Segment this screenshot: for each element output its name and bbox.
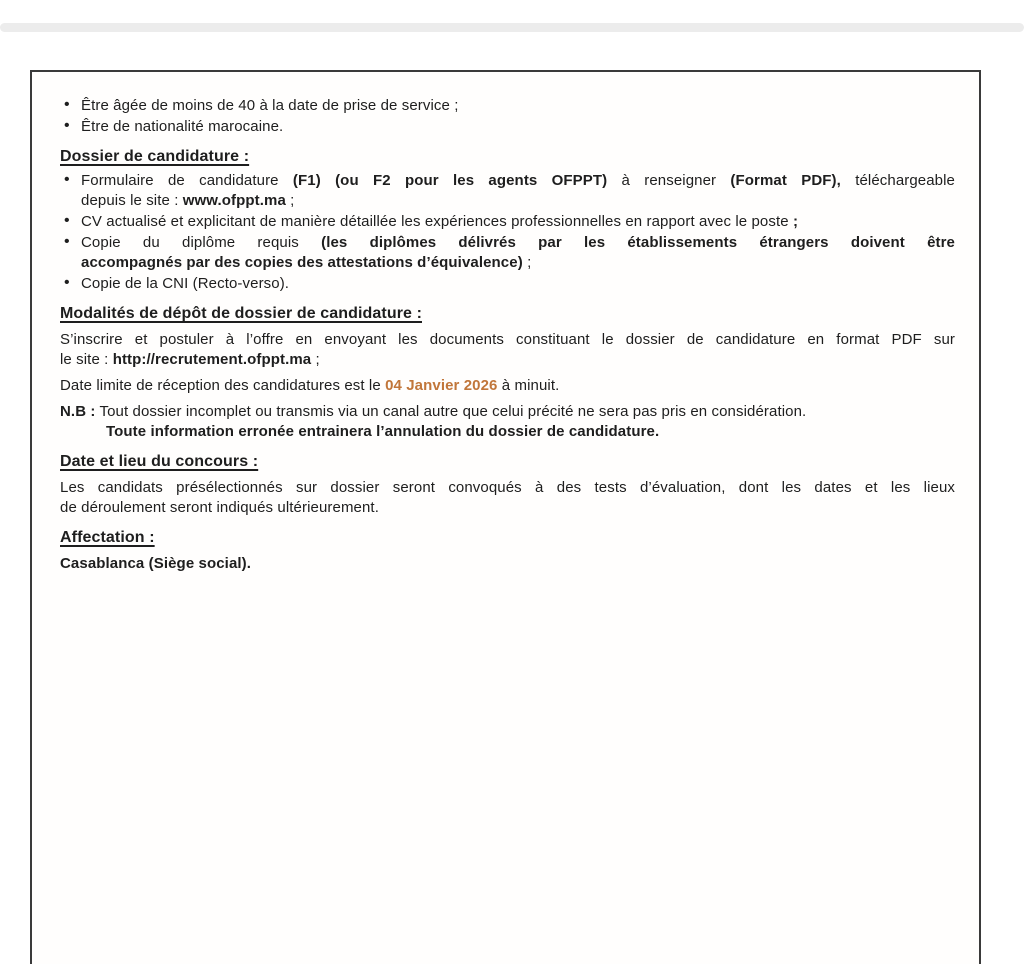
text-line [81, 233, 955, 253]
text-run: http://recrutement.ofppt.ma [112, 351, 312, 368]
text-run: téléchargeable [840, 172, 955, 189]
text-run: Être de nationalité marocaine. [81, 118, 284, 135]
text-run: Copie de la CNI (Recto-verso). [81, 275, 290, 292]
text-run: depuis le site : [81, 192, 183, 209]
text-run: Être âgée de moins de 40 à la date de prise de service ; [81, 97, 459, 114]
page-top-separator [0, 23, 1024, 32]
text-line [60, 554, 955, 574]
text-run: ; [522, 254, 532, 271]
section-heading [60, 147, 955, 167]
deadline-paragraph [60, 376, 955, 396]
section-heading-text: Affectation : [60, 529, 155, 546]
application-submission-paragraph [60, 330, 955, 370]
bullet-item [64, 274, 955, 294]
text-run: à minuit. [497, 377, 560, 394]
text-line [60, 330, 955, 350]
text-run: (F1) (ou F2 pour les agents OFPPT) [292, 172, 608, 189]
exam-date-paragraph [60, 478, 955, 518]
bullet-item [64, 96, 955, 116]
section-heading-text: Dossier de candidature : [60, 148, 250, 165]
text-run: Formulaire de candidature [81, 172, 293, 189]
text-run: ; [311, 351, 320, 368]
section-heading-text: Modalités de dépôt de dossier de candidature : [60, 305, 422, 322]
text-run: Date limite de réception des candidatures est le [60, 377, 386, 394]
section-heading-text: Date et lieu du concours : [60, 453, 259, 470]
text-run: de déroulement seront indiqués ultérieurement. [60, 499, 379, 516]
text-line [60, 478, 955, 498]
text-line [81, 117, 955, 137]
text-line [60, 376, 955, 396]
section-heading [60, 528, 955, 548]
text-run: (les diplômes délivrés par les établissements étrangers doivent être [321, 234, 955, 251]
text-line [81, 96, 955, 116]
section-heading [60, 304, 955, 324]
deadline-date: 04 Janvier 2026 [385, 377, 498, 394]
bullet-item [64, 171, 955, 211]
text-run: (Format PDF), [730, 172, 841, 189]
text-run: Les candidats présélectionnés sur dossier seront convoqués à des tests d’évaluation, dont les dates et les lieux [60, 479, 955, 496]
text-run: S’inscrire et postuler à l’offre en envoyant les documents constituant le dossier de candidature en format PDF sur [60, 331, 955, 348]
text-line [60, 350, 955, 370]
text-line [81, 253, 955, 273]
text-line [60, 498, 955, 518]
text-run: Casablanca (Siège social). [60, 555, 252, 572]
text-run: CV actualisé et explicitant de manière détaillée les expériences professionnelles en rapport avec le poste [81, 213, 793, 230]
text-run: Toute information erronée entrainera l’annulation du dossier de candidature. [106, 423, 660, 440]
text-run: www.ofppt.ma [182, 192, 286, 209]
bullet-item [64, 212, 955, 232]
text-line [81, 191, 955, 211]
text-run: accompagnés par des copies des attestations d’équivalence) [81, 254, 523, 271]
assignment-location-paragraph [60, 554, 955, 574]
bullet-item [64, 233, 955, 273]
text-line [81, 171, 955, 191]
bullet-list [60, 171, 955, 294]
section-heading [60, 452, 955, 472]
text-run: Tout dossier incomplet ou transmis via un canal autre que celui précité ne sera pas pris en considération. [95, 403, 807, 420]
nb-note [60, 402, 955, 442]
text-run: à renseigner [607, 172, 731, 189]
text-run: Copie du diplôme requis [81, 234, 322, 251]
text-run: le site : [60, 351, 113, 368]
text-line [81, 274, 955, 294]
text-line [81, 212, 955, 232]
text-run: ; [285, 192, 295, 209]
document-page-border [30, 70, 981, 964]
text-run: N.B : [60, 403, 96, 420]
bullet-item [64, 117, 955, 137]
bullet-list [60, 96, 955, 137]
doc-content [32, 72, 979, 574]
text-line [60, 422, 955, 442]
text-run: ; [792, 213, 799, 230]
text-line [60, 402, 955, 422]
